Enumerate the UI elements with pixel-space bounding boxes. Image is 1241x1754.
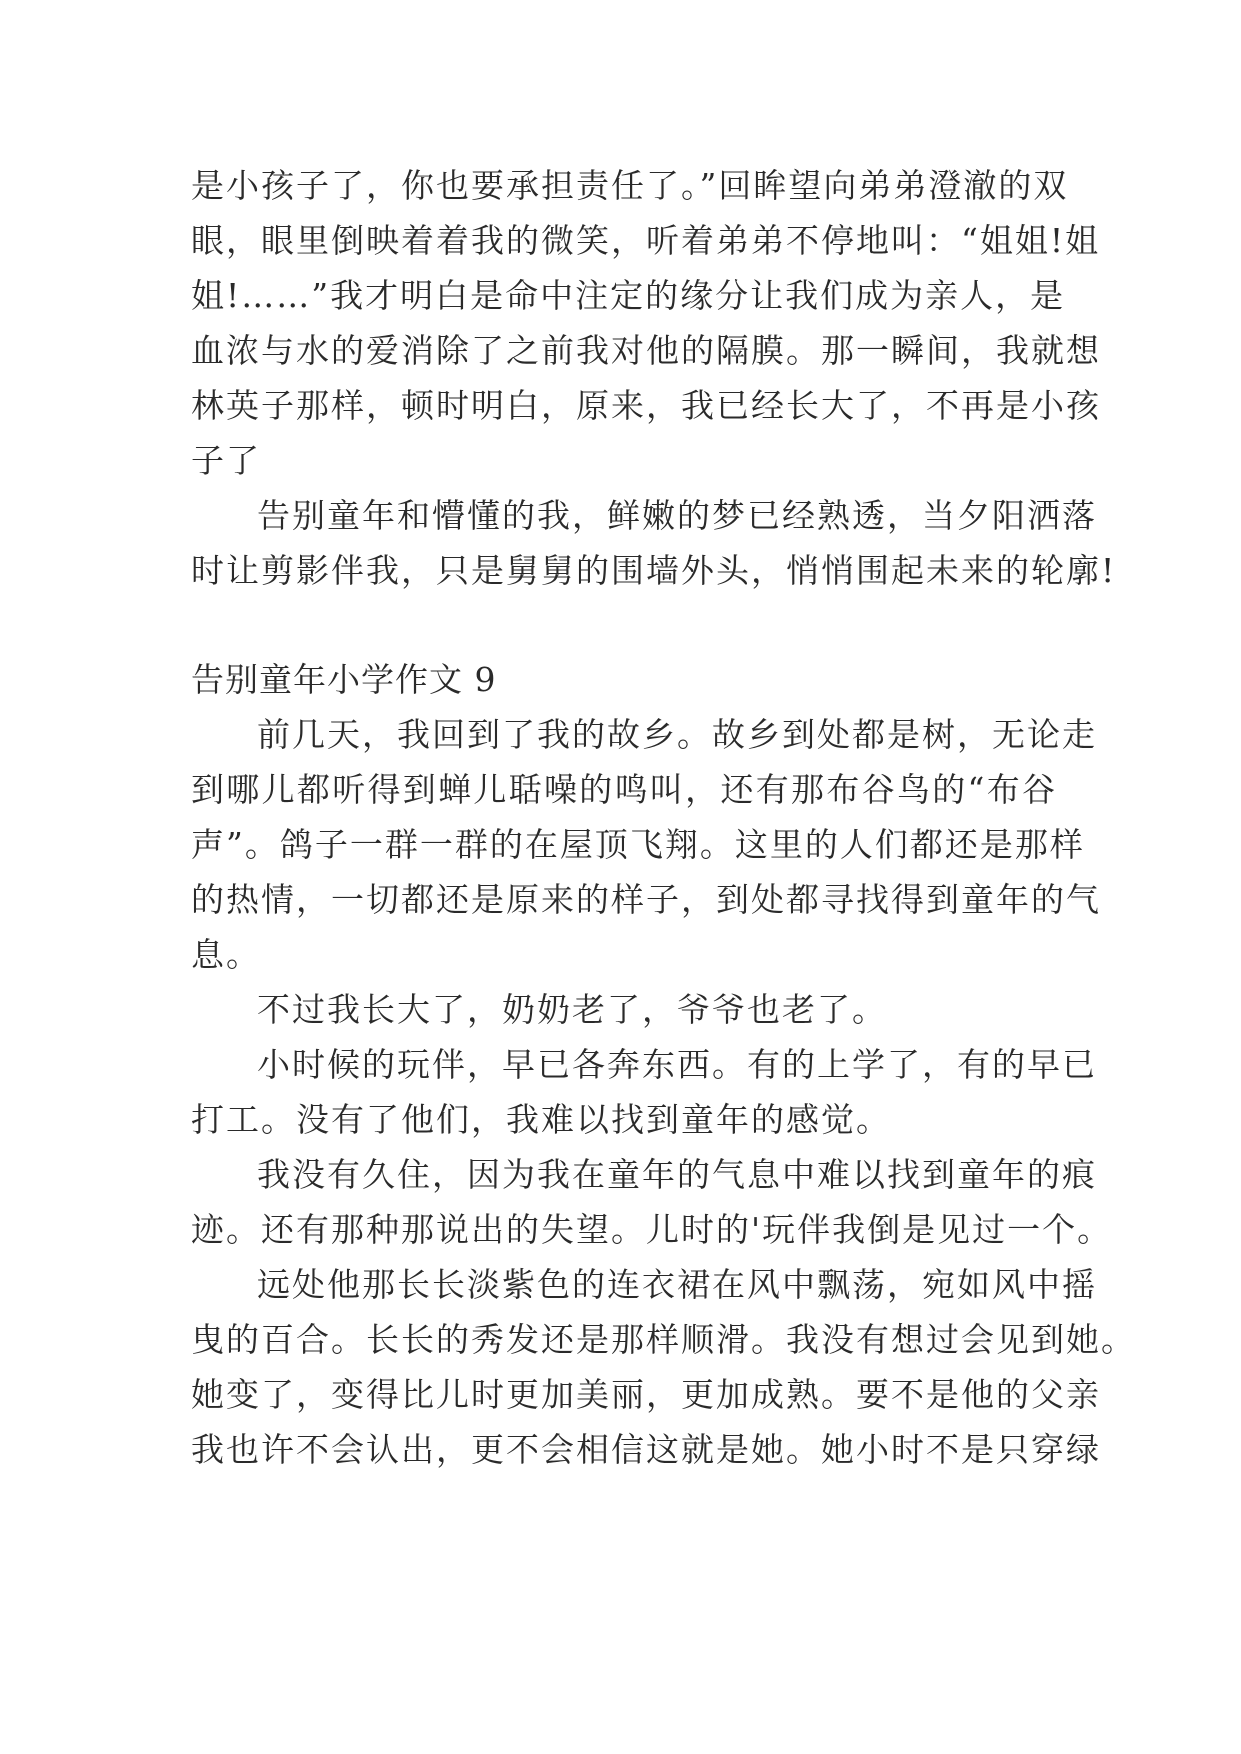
paragraph (191, 1147, 1113, 1257)
text-line: 打工。没有了他们，我难以找到童年的感觉。 (191, 1100, 891, 1139)
text-line: 姐!……”我才明白是命中注定的缘分让我们成为亲人，是 (191, 276, 1066, 315)
text-line: 前几天，我回到了我的故乡。故乡到处都是树，无论走 (257, 715, 1097, 754)
paragraph (191, 158, 1101, 488)
text-line: 迹。还有那种那说出的失望。儿时的'玩伴我倒是见过一个。 (191, 1210, 1113, 1249)
paragraph (191, 1037, 1097, 1147)
text-line: 曳的百合。长长的秀发还是那样顺滑。我没有想过会见到她。 (191, 1320, 1136, 1359)
text-line: 告别童年和懵懂的我，鲜嫩的梦已经熟透，当夕阳洒落 (257, 496, 1097, 535)
text-line: 林英子那样，顿时明白，原来，我已经长大了，不再是小孩 (191, 386, 1101, 425)
text-line: 不过我长大了，奶奶老了，爷爷也老了。 (257, 990, 887, 1029)
paragraph (191, 982, 1057, 1037)
text-line: 子了 (191, 441, 261, 480)
text-line: 远处他那长长淡紫色的连衣裙在风中飘荡，宛如风中摇 (257, 1265, 1097, 1304)
text-line: 是小孩子了，你也要承担责任了。”回眸望向弟弟澄澈的双 (191, 166, 1069, 205)
paragraph (191, 1257, 1136, 1477)
text-line: 眼，眼里倒映着着我的微笑，听着弟弟不停地叫：“姐姐!姐 (191, 221, 1101, 260)
text-line: 到哪儿都听得到蝉儿聒噪的鸣叫，还有那布谷鸟的“布谷 (191, 770, 1057, 809)
document-page (191, 158, 1136, 1477)
text-line: 声”。鸽子一群一群的在屋顶飞翔。这里的人们都还是那样 (191, 825, 1085, 864)
text-line: 血浓与水的爱消除了之前我对他的隔膜。那一瞬间，我就想 (191, 331, 1101, 370)
paragraph (191, 707, 1101, 982)
text-line: 她变了，变得比儿时更加美丽，更加成熟。要不是他的父亲 (191, 1375, 1101, 1414)
text-line: 息。 (191, 935, 261, 974)
text-line: 小时候的玩伴，早已各奔东西。有的上学了，有的早已 (257, 1045, 1097, 1084)
section-spacer (191, 598, 1057, 652)
text-line: 时让剪影伴我，只是舅舅的围墙外头，悄悄围起未来的轮廓! (191, 551, 1117, 590)
section-heading: 告别童年小学作文 9 (191, 660, 497, 699)
text-line: 的热情，一切都还是原来的样子，到处都寻找得到童年的气 (191, 880, 1101, 919)
text-line: 我没有久住，因为我在童年的气息中难以找到童年的痕 (257, 1155, 1097, 1194)
text-line: 我也许不会认出，更不会相信这就是她。她小时不是只穿绿 (191, 1430, 1101, 1469)
paragraph (191, 488, 1117, 598)
